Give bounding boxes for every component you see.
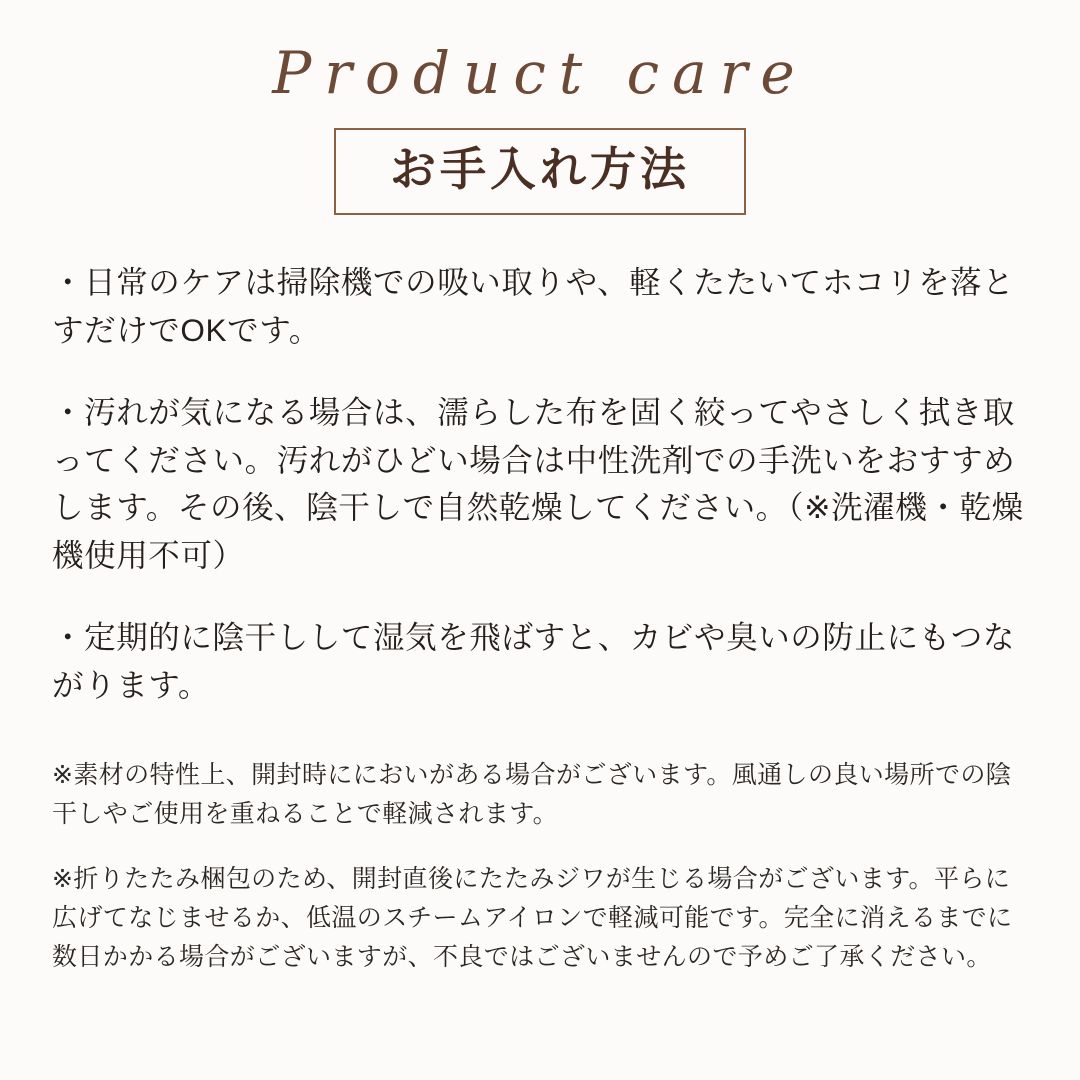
page-title: お手入れ方法 <box>390 141 690 196</box>
care-paragraph: ・定期的に陰干しして湿気を飛ばすと、カビや臭いの防止にもつながります。 <box>52 619 1016 704</box>
script-title: Product care <box>272 39 808 107</box>
note-paragraph: ※素材の特性上、開封時ににおいがある場合がございます。風通しの良い場所での陰干しやご使用を重ねることで軽減されます。 <box>52 760 1012 828</box>
care-instructions <box>52 259 1028 710</box>
jp-title-box <box>334 128 746 215</box>
care-paragraph: ・汚れが気になる場合は、濡らした布を固く絞ってやさしく拭き取ってください。汚れがひどい場合は中性洗剤での手洗いをおすすめします。その後、陰干しで自然乾燥してください。（※洗濯機・乾燥機使用不可） <box>52 393 1024 574</box>
care-notes <box>52 756 1028 977</box>
note-paragraph: ※折りたたみ梱包のため、開封直後にたたみジワが生じる場合がございます。平らに広げてなじませるか、低温のスチームアイロンで軽減可能です。完全に消えるまでに数日かかる場合がございますが、不良ではございませんので予めご了承ください。 <box>52 864 1013 971</box>
care-paragraph: ・日常のケアは掃除機での吸い取りや、軽くたたいてホコリを落とすだけでOKです。 <box>52 263 1015 348</box>
jp-title-container <box>52 128 1028 215</box>
